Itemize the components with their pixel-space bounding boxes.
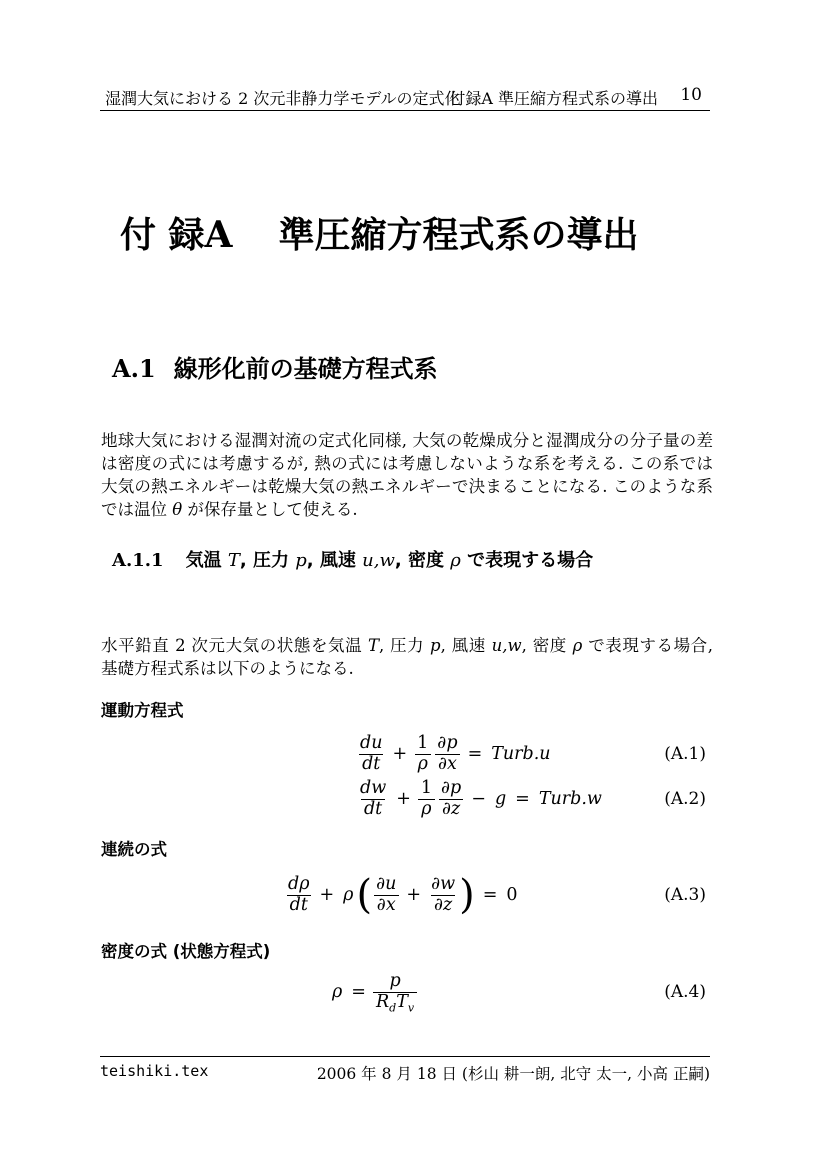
subsection-title-text: 気温	[185, 550, 228, 571]
subsection-title-text: , 圧力	[239, 550, 296, 571]
operator-minus: −	[471, 789, 486, 809]
operator-plus: +	[406, 885, 422, 905]
inline-math-uw: u,w	[491, 635, 522, 655]
fraction-denominator: dt	[361, 799, 385, 820]
fraction-drho-dt	[285, 875, 313, 915]
inline-math-T: T	[227, 550, 240, 571]
fraction-dp-dz	[438, 779, 464, 819]
fraction-1-rho	[414, 734, 431, 774]
fraction-denominator: ρ	[415, 754, 431, 775]
fraction-numerator: ∂p	[437, 732, 458, 753]
paragraph-text: , 風速	[440, 635, 492, 655]
operator-plus: +	[319, 885, 335, 905]
header-appendix-title: 付録A 準圧縮方程式系の導出	[449, 89, 658, 108]
term-R: R	[375, 991, 390, 1012]
fraction-numerator: 1	[420, 777, 432, 798]
equation-a4	[100, 971, 710, 1013]
inline-math-T: T	[368, 635, 380, 655]
fraction-numerator: dρ	[288, 873, 310, 894]
paragraph-text: 水平鉛直 2 次元大気の状態を気温	[101, 635, 368, 655]
fraction-denominator: ∂x	[435, 754, 460, 775]
inline-math-uw: u,w	[362, 550, 395, 571]
equation-a1	[100, 733, 710, 775]
footer-rule	[100, 1056, 710, 1057]
footer-date-authors: 2006 年 8 月 18 日 (杉山 耕一朗, 北守 太一, 小高 正嗣)	[316, 1065, 710, 1083]
fraction-du-dx	[373, 875, 399, 915]
inline-math-rho: ρ	[572, 635, 583, 655]
inline-math-p: p	[430, 635, 441, 655]
chapter-title: 準圧縮方程式系の導出	[278, 215, 639, 256]
subsection-title-text: , 風速	[306, 550, 363, 571]
right-paren: )	[459, 872, 475, 918]
paragraph-text: が保存量として使える.	[182, 500, 358, 520]
fraction-dw-dt	[357, 779, 389, 819]
fraction-numerator: ∂w	[431, 873, 456, 894]
fraction-denominator	[373, 992, 417, 1013]
section-number: A.1	[112, 354, 156, 383]
section-title: 線形化前の基礎方程式系	[173, 355, 438, 383]
equation-tag: (A.4)	[664, 982, 706, 1002]
term-turb-w: Turb.w	[538, 789, 602, 809]
header-running-title: 湿潤大気における 2 次元非静力学モデルの定式化	[105, 89, 461, 108]
inline-math-p: p	[295, 550, 307, 571]
fraction-dw-dz	[428, 875, 458, 915]
term-zero: 0	[506, 885, 518, 905]
equation-group-label-motion: 運動方程式	[101, 701, 184, 720]
body-paragraph-1	[101, 429, 713, 522]
term-gravity: g	[494, 789, 507, 809]
paragraph-text: で表現する場合, 基礎方程式系は以下のようになる.	[101, 635, 713, 678]
fraction-du-dt	[357, 734, 385, 774]
paragraph-text: 地球大気における湿潤対流の定式化同様, 大気の乾燥成分と湿潤成分の分子量の差は密度の式には考慮するが, 熱の式には考慮しないような系を考える. この系では大気の熱エネルギーは乾燥大気の熱エネルギーで決まることになる. このような系では温位	[101, 430, 713, 520]
fraction-numerator: dw	[360, 777, 387, 798]
subsection-title-text: で表現する場合	[460, 550, 594, 571]
section-heading	[112, 356, 438, 382]
operator-plus: +	[392, 744, 408, 764]
fraction-numerator: ∂p	[441, 777, 462, 798]
fraction-numerator: 1	[417, 732, 429, 753]
fraction-p-RdTv	[373, 972, 417, 1012]
fraction-denominator: dt	[359, 754, 383, 775]
equation-a2	[100, 778, 710, 820]
equation-a1-body	[357, 733, 553, 775]
equation-tag: (A.2)	[664, 789, 706, 809]
operator-equals: =	[351, 982, 366, 1002]
paragraph-text: , 圧力	[379, 635, 431, 655]
chapter-number: 付 録A	[120, 214, 233, 256]
equation-a3	[100, 871, 710, 919]
subsection-heading	[112, 551, 593, 572]
equation-group-label-density: 密度の式 (状態方程式)	[101, 942, 271, 961]
fraction-numerator: ∂u	[376, 873, 397, 894]
chapter-heading	[120, 214, 639, 256]
fraction-denominator: ∂x	[374, 895, 399, 916]
term-rho: ρ	[332, 982, 343, 1002]
subscript-d: d	[389, 1001, 397, 1014]
header-rule	[100, 110, 710, 111]
page-header	[100, 0, 710, 120]
subscript-v: v	[407, 1001, 415, 1014]
equation-tag: (A.1)	[664, 744, 706, 764]
equation-a4-body	[330, 971, 417, 1013]
term-turb-u: Turb.u	[491, 744, 551, 764]
operator-plus: +	[396, 789, 411, 809]
fraction-numerator: p	[389, 970, 401, 991]
inline-math-rho: ρ	[450, 550, 461, 571]
operator-equals: =	[515, 789, 530, 809]
equation-a2-body	[357, 778, 604, 820]
left-paren: (	[356, 872, 373, 918]
equation-tag: (A.3)	[664, 885, 706, 905]
fraction-denominator: dt	[287, 895, 311, 916]
term-T: T	[396, 991, 408, 1012]
fraction-denominator: ∂z	[431, 895, 455, 916]
equation-a3-body	[285, 871, 520, 919]
inline-math-theta: θ	[172, 500, 183, 520]
fraction-denominator: ∂z	[439, 799, 463, 820]
fraction-1-rho	[418, 779, 435, 819]
subsection-title-text: , 密度	[394, 550, 451, 571]
operator-equals: =	[482, 885, 498, 905]
fraction-denominator: ρ	[418, 799, 434, 820]
body-paragraph-2	[101, 634, 713, 681]
paragraph-text: , 密度	[521, 635, 573, 655]
fraction-numerator: du	[360, 732, 383, 753]
footer-filename: teishiki.tex	[100, 1062, 209, 1080]
term-rho: ρ	[343, 885, 354, 905]
operator-equals: =	[467, 744, 483, 764]
equation-group-label-continuity: 連続の式	[101, 840, 167, 859]
fraction-dp-dx	[434, 734, 460, 774]
page-number: 10	[680, 85, 702, 105]
subsection-number: A.1.1	[112, 550, 164, 571]
